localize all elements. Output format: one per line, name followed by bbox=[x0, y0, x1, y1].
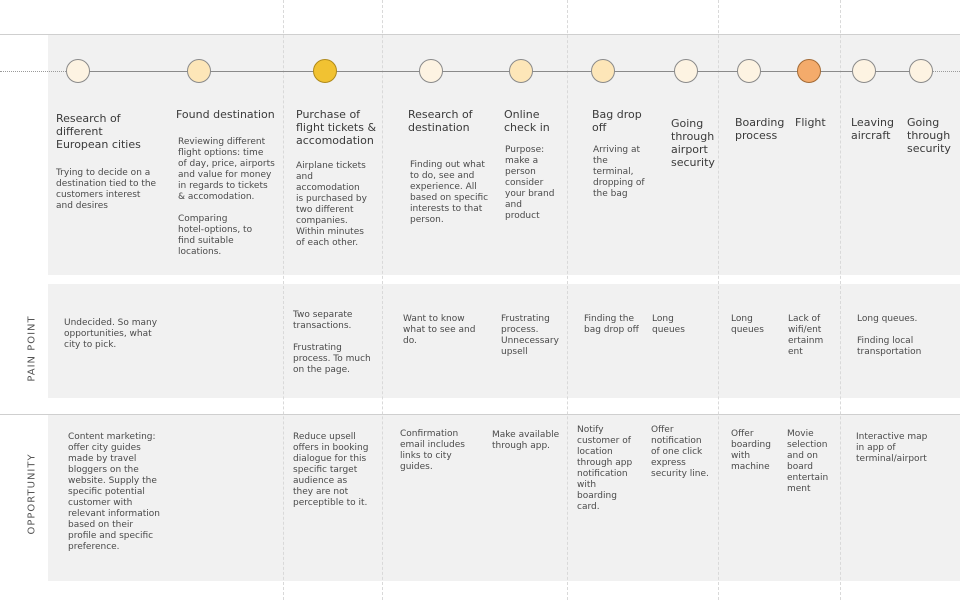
opportunity-text: Offer notification of one click express security line. bbox=[651, 425, 709, 479]
stage-description: Purpose: make a person consider your brand and product bbox=[505, 145, 555, 221]
column-divider bbox=[382, 0, 383, 600]
stage-title: Going through airport security bbox=[671, 117, 715, 169]
stage-node bbox=[674, 59, 698, 83]
stage-node bbox=[591, 59, 615, 83]
stage-title: Leaving aircraft bbox=[851, 116, 894, 142]
opportunity-text: Content marketing: offer city guides made by travel bloggers on the website. Supply the specific potential customer with relevant information based on their profile and specific preference. bbox=[68, 432, 160, 552]
stage-node bbox=[419, 59, 443, 83]
row-label-opportunity: OPPORTUNITY bbox=[26, 453, 38, 535]
divider-top bbox=[0, 34, 960, 35]
opportunity-text: Interactive map in app of terminal/airport bbox=[856, 432, 928, 464]
stage-node-highlighted bbox=[313, 59, 337, 83]
divider-mid bbox=[0, 414, 960, 415]
stage-node bbox=[852, 59, 876, 83]
opportunity-text: Reduce upsell offers in booking dialogue for this specific target audience as they are not perceptible to it. bbox=[293, 432, 369, 508]
stage-description: Arriving at the terminal, dropping of the bag bbox=[593, 145, 645, 199]
stage-title: Boarding process bbox=[735, 116, 785, 142]
stage-description: Finding out what to do, see and experience. All based on specific interests to that person. bbox=[410, 160, 489, 225]
stage-node bbox=[909, 59, 933, 83]
stage-title: Research of destination bbox=[408, 108, 473, 134]
stage-title: Found destination bbox=[176, 108, 275, 121]
opportunity-text: Make available through app. bbox=[492, 430, 560, 451]
column-divider bbox=[718, 0, 719, 600]
opportunity-text: Movie selection and on board entertain ment bbox=[787, 429, 829, 494]
row-label-pain-point: PAIN POINT bbox=[26, 315, 38, 382]
stage-title: Bag drop off bbox=[592, 108, 642, 134]
stage-title: Research of different European cities bbox=[56, 112, 141, 151]
pain-point-text: Long queues bbox=[652, 314, 685, 335]
pain-point-text: Lack of wifi/ent ertainm ent bbox=[788, 314, 824, 357]
pain-point-text: Two separate transactions. Frustrating process. To much on the page. bbox=[293, 310, 371, 375]
pain-point-text: Want to know what to see and do. bbox=[403, 314, 476, 346]
pain-point-text: Long queues. Finding local transportation bbox=[857, 314, 922, 357]
stage-title: Online check in bbox=[504, 108, 550, 134]
opportunity-text: Offer boarding with machine bbox=[731, 429, 771, 472]
stage-node bbox=[187, 59, 211, 83]
pain-point-text: Finding the bag drop off bbox=[584, 314, 639, 335]
stage-description: Trying to decide on a destination tied to the customers interest and desires bbox=[56, 168, 157, 211]
stage-description: Airplane tickets and accomodation is purchased by two different companies. Within minutes of each other. bbox=[296, 161, 367, 248]
opportunity-text: Notify customer of location through app notification with boarding card. bbox=[577, 425, 633, 512]
stage-node bbox=[66, 59, 90, 83]
column-divider bbox=[840, 0, 841, 600]
stage-title: Flight bbox=[795, 116, 826, 129]
column-divider bbox=[567, 0, 568, 600]
stage-title: Purchase of flight tickets & accomodation bbox=[296, 108, 377, 147]
stage-node-flight bbox=[797, 59, 821, 83]
pain-point-text: Frustrating process. Unnecessary upsell bbox=[501, 314, 559, 357]
stage-title: Going through security bbox=[907, 116, 951, 155]
stage-description: Reviewing different flight options: time of day, price, airports and value for money in regards to tickets & accomodation. Comparing hotel-options, to find suitable locations. bbox=[178, 137, 275, 257]
stage-node bbox=[509, 59, 533, 83]
column-divider bbox=[283, 0, 284, 600]
pain-point-text: Long queues bbox=[731, 314, 764, 335]
opportunity-text: Confirmation email includes links to city guides. bbox=[400, 429, 465, 472]
pain-point-text: Undecided. So many opportunities, what city to pick. bbox=[64, 318, 158, 350]
stage-node bbox=[737, 59, 761, 83]
